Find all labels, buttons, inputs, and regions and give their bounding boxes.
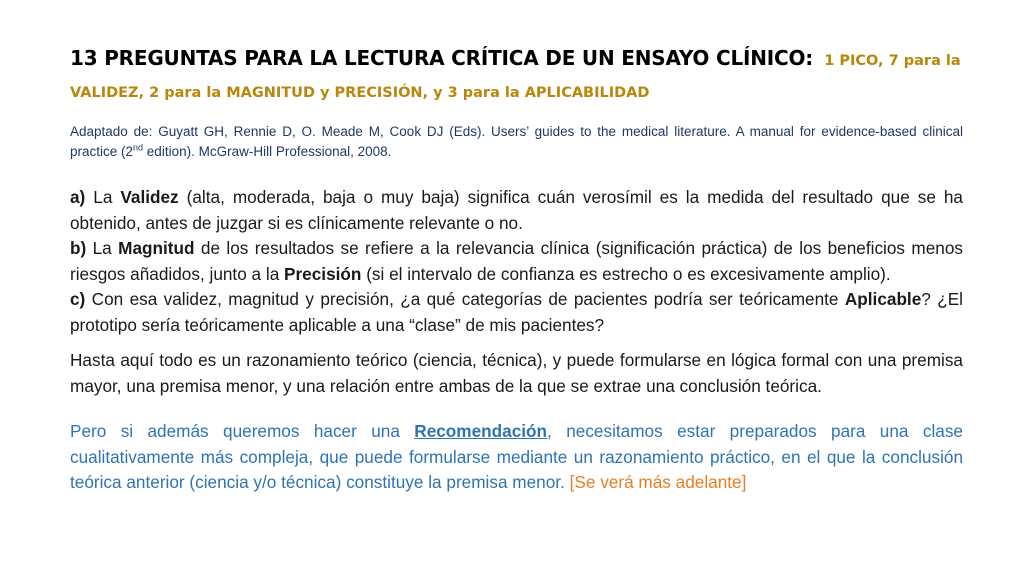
point-c-keyword: Aplicable <box>844 289 922 309</box>
recommendation-keyword: Recomendación <box>414 421 548 441</box>
spacer <box>70 338 963 348</box>
page-title <box>70 42 963 106</box>
slide <box>70 42 963 496</box>
point-c-text: Con esa validez, magnitud y precisión, ¿a qué categorías de pacientes podría ser teóricamente <box>85 289 845 309</box>
reference-citation <box>70 122 963 162</box>
point-a-label: a) <box>70 187 86 207</box>
point-a-text-2: (alta, moderada, baja o muy baja) significa cuán verosímil es la medida del resultado que se ha obtenido, antes de juzgar si es clínicamente relevante o no. <box>70 187 963 233</box>
recommendation-text-2: , necesitamos estar preparados para una clase cualitativamente más compleja, que puede formularse mediante un razonamiento práctico, en el que la conclusión teórica anterior (ciencia y/o técnica) constituye la premisa menor. <box>70 421 963 492</box>
point-a-keyword: Validez <box>120 187 179 207</box>
reference-text-end: edition). McGraw-Hill Professional, 2008. <box>143 144 392 159</box>
title-main: 13 PREGUNTAS PARA LA LECTURA CRÍTICA DE UN ENSAYO CLÍNICO: <box>70 46 814 70</box>
spacer <box>70 399 963 419</box>
paragraph-theory: Hasta aquí todo es un razonamiento teórico (ciencia, técnica), y puede formularse en lógica formal con una premisa mayor, una premisa menor, y una relación entre ambas de la que se extrae una conclusión teórica. <box>70 350 963 396</box>
point-c <box>70 287 963 338</box>
title-subtitle: 1 PICO, 7 para la VALIDEZ, 2 para la MAGNITUD y PRECISIÓN, y 3 para la APLICABILIDAD <box>70 53 961 101</box>
paragraph-recommendation <box>70 419 963 496</box>
point-b-keyword-2: Precisión <box>284 263 362 284</box>
recommendation-text: Pero si además queremos hacer una <box>70 421 415 441</box>
point-a-text: La <box>85 187 121 207</box>
point-a <box>70 185 963 236</box>
body-text <box>70 185 963 496</box>
point-b-text-3: (si el intervalo de confianza es estrecho o es excesivamente amplio). <box>361 263 891 284</box>
point-b-label: b) <box>70 238 87 258</box>
point-b-keyword: Magnitud <box>118 238 195 258</box>
point-c-label: c) <box>70 289 86 309</box>
recommendation-note: [Se verá más adelante] <box>569 472 747 492</box>
point-c-text-2: ? ¿El prototipo sería teóricamente aplicable a una “clase” de mis pacientes? <box>70 289 963 335</box>
reference-text: Adaptado de: Guyatt GH, Rennie D, O. Meade M, Cook DJ (Eds). Users’ guides to the medical literature. A manual for evidence-based clinical practice (2 <box>70 124 963 159</box>
reference-superscript: nd <box>133 142 144 153</box>
point-b-text: La <box>86 238 119 258</box>
point-b <box>70 236 963 287</box>
point-b-text-2: de los resultados se refiere a la relevancia clínica (significación práctica) de los beneficios menos riesgos añadidos, junto a la <box>70 238 963 284</box>
